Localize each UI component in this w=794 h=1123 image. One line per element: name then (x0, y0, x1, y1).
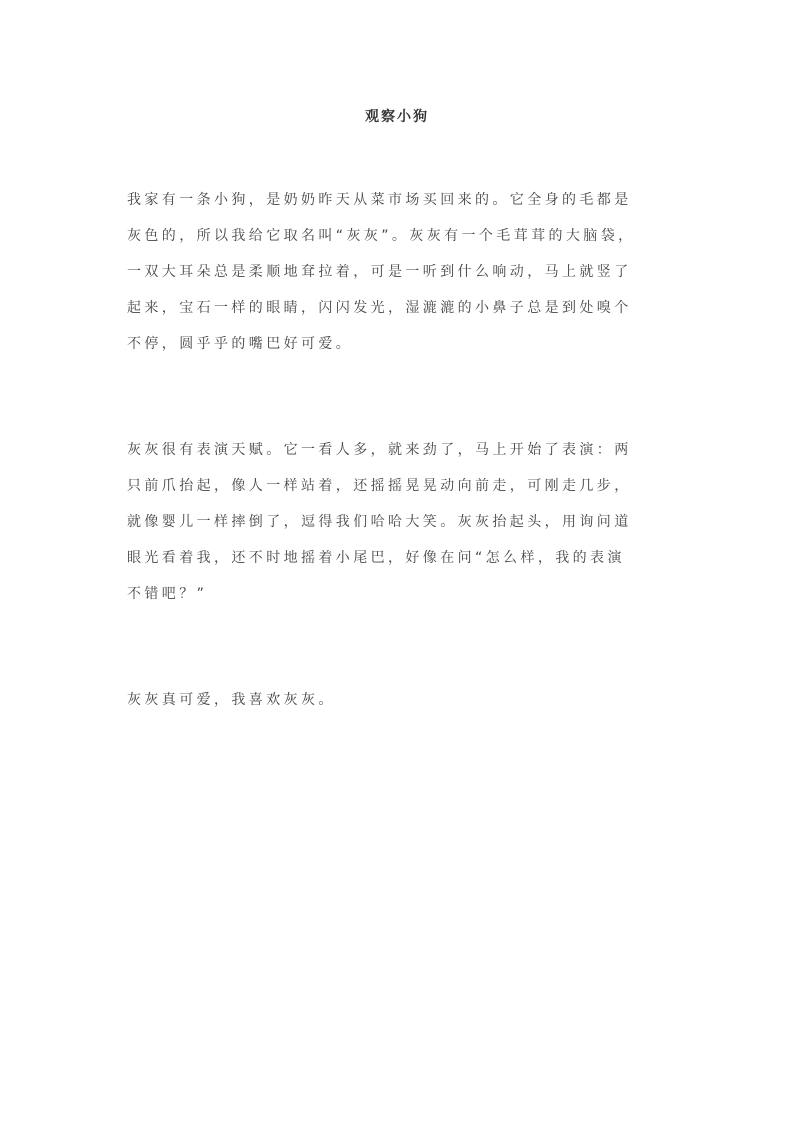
paragraph-3 (127, 682, 687, 718)
paragraph-line: 灰灰真可爱，我喜欢灰灰。 (127, 692, 336, 708)
paragraph-line: 只前爪抬起，像人一样站着，还摇摇晃晃动向前走，可刚走几步， (127, 478, 632, 494)
paragraph-line: 就像婴儿一样摔倒了，逗得我们哈哈大笑。灰灰抬起头，用询问道 (127, 514, 632, 530)
paragraph-line: 我家有一条小狗，是奶奶昨天从菜市场买回来的。它全身的毛都是 (127, 192, 632, 208)
paragraph-1 (127, 182, 687, 362)
paragraph-line: 起来，宝石一样的眼睛，闪闪发光，湿漉漉的小鼻子总是到处嗅个 (127, 300, 632, 316)
paragraph-2 (127, 432, 687, 612)
paragraph-line: 一双大耳朵总是柔顺地耷拉着，可是一听到什么响动，马上就竖了 (127, 264, 632, 280)
paragraph-line: 灰色的，所以我给它取名叫“灰灰”。灰灰有一个毛茸茸的大脑袋， (127, 228, 636, 244)
paragraph-line: 眼光看着我，还不时地摇着小尾巴，好像在问“怎么样，我的表演 (127, 550, 625, 566)
paragraph-line: 不停，圆乎乎的嘴巴好可爱。 (127, 336, 354, 352)
paragraph-line: 不错吧？” (127, 586, 208, 602)
paragraph-line: 灰灰很有表演天赋。它一看人多，就来劲了，马上开始了表演：两 (127, 442, 632, 458)
document-title: 观察小狗 (365, 109, 429, 125)
